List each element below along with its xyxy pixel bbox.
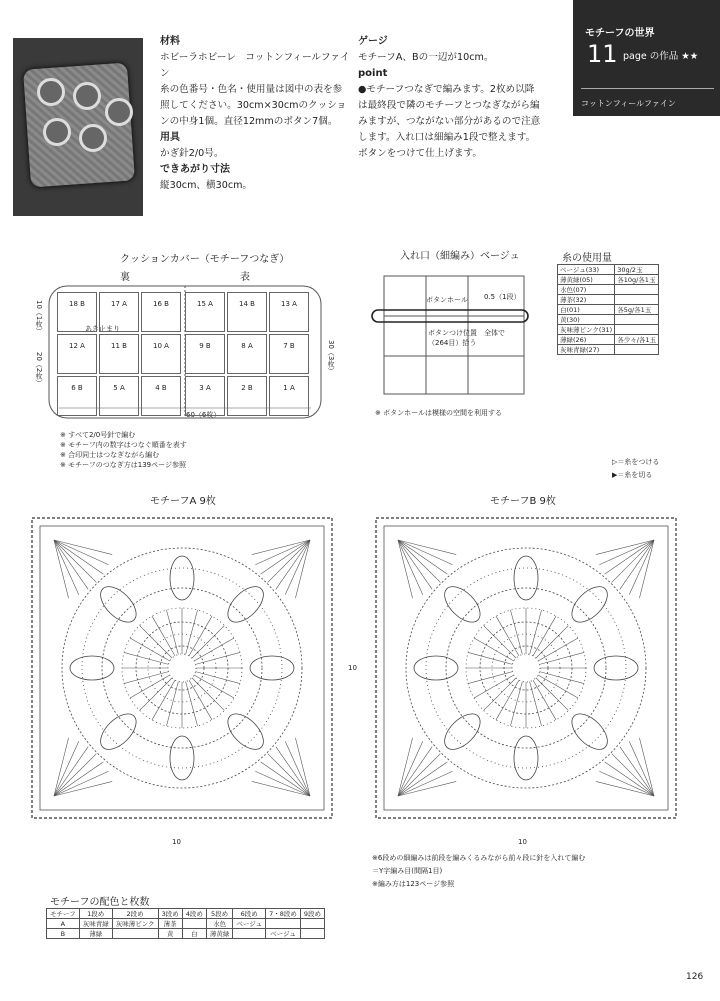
motif-note: ※編み方は123ページ参照 [372,880,455,888]
color-table-header: モチーフ [47,909,80,919]
buttonhole-label: ボタンホール [426,296,468,304]
yarn-amount-cell: 各少々/各1玉 [615,335,659,345]
yarn-amount-cell [615,285,659,295]
stitch-ring [512,654,540,682]
stitch-ring [82,568,282,768]
stitch-ring [62,548,302,788]
stitch-petal [250,656,294,680]
yarn-row [558,315,659,325]
point-line: ●モチーフつなぎで編みます。2枚め以降 [358,84,535,95]
corner-fan [285,741,310,796]
tools-title: 用具 [160,132,180,143]
cushion-photo [13,38,143,216]
materials-line: ンの中身1個。直径12mmのボタン7個。 [160,116,338,127]
corner-fan [54,540,96,582]
color-table-header: 2段め [112,909,158,919]
yarn-name: コットンフィールファイン [581,99,676,108]
cushion-grid [57,292,317,418]
point-line: します。入れ口は細編み1段で整えます。 [358,132,536,143]
point-line: ボタンをつけて仕上げます。 [358,148,482,159]
grid-cell: 4 B [141,376,181,416]
yarn-amount-cell [615,315,659,325]
work-number: 11 [587,40,618,68]
motif-a-title: モチーフA 9枚 [150,496,216,507]
color-table-row [47,929,325,939]
motif-image [105,98,133,126]
yarn-row [558,335,659,345]
stitch-petal [594,656,638,680]
stitch-ring [406,548,646,788]
corner-fan [398,754,440,796]
motif-b-chart [368,510,684,830]
right-dim: 30（3枚） [327,340,335,375]
yarn-usage-table [557,264,659,355]
corner-fan [54,540,109,565]
opening-stop: あき止まり [85,325,120,333]
gauge-text: モチーフA、Bの一辺が10cm。 [358,52,494,63]
color-table-cell: 薄茶 [158,919,182,929]
grid-cell: 10 A [141,334,181,374]
motif-notes [372,852,585,891]
corner-fan [612,540,654,582]
yarn-row [558,295,659,305]
grid-cell: 13 A [269,292,309,332]
stitch-petal [222,580,270,628]
yarn-color-cell: ベージュ(33) [558,265,615,275]
point-line: は最終段で隣のモチーフとつなぎながら編 [358,100,540,111]
title-box [573,0,720,116]
stitch-petal [94,708,142,756]
stitch-spoke [124,652,168,664]
corner-fan [398,771,453,796]
stitch-ring [168,654,196,682]
grid-cell: 6 B [57,376,97,416]
color-table-cell: 黄 [158,929,182,939]
corner-fan [599,771,654,796]
color-table-cell [112,929,158,939]
yarn-amount-cell [615,345,659,355]
motif-a-dim: 10 [172,838,181,846]
stitch-petal [414,656,458,680]
motif-image [73,82,101,110]
yarn-color-cell: 白(01) [558,305,615,315]
motif-image [43,118,71,146]
grid-cell: 1 A [269,376,309,416]
corner-fan [268,754,310,796]
grid-cell: 17 A [99,292,139,332]
corner-fan [255,540,310,565]
corner-fan [285,540,310,595]
color-table [46,908,325,939]
stitch-petal [514,556,538,600]
stitch-spoke [468,672,512,684]
color-table-cell: B [47,929,80,939]
color-table-cell [300,919,324,929]
corner-fan [398,540,440,582]
stitch-petal [94,580,142,628]
grid-cell: 11 B [99,334,139,374]
divider [581,88,714,89]
legend-cut: ▶＝糸を切る [612,471,653,479]
yarn-usage-title: 糸の使用量 [562,253,612,264]
materials-title: 材料 [160,36,180,47]
materials-block [160,34,350,194]
opening-title: 入れ口（細編み）ベージュ [400,251,520,262]
grid-cell: 8 A [227,334,267,374]
stitch-spoke [124,672,168,684]
color-table-header: 9段め [300,909,324,919]
stitch-petal [566,580,614,628]
materials-line: 糸の色番号・色名・使用量は図中の表を参 [160,84,343,95]
stitch-petal [438,580,486,628]
note-line: ※ すべて2/0号針で編む [60,431,136,439]
back-label: 裏 [120,272,130,283]
grid-cell: 2 B [227,376,267,416]
stitch-petal [170,556,194,600]
corner-fan [398,540,453,565]
color-table-cell [182,919,206,929]
color-table-header: 7・8段め [266,909,301,919]
color-table-header: 5段め [206,909,233,919]
yarn-row [558,305,659,315]
button-note: ボタンつけ位置 全体で（264目）拾う [428,329,505,347]
motif-b-dim: 10 [518,838,527,846]
color-table-cell: 白 [182,929,206,939]
motif-b-title: モチーフB 9枚 [490,496,556,507]
color-table-cell: 水色 [206,919,233,929]
yarn-color-cell: 薄茶(32) [558,295,615,305]
front-label: 表 [240,272,250,283]
grid-cell: 16 B [141,292,181,332]
yarn-amount-cell [615,325,659,335]
note-line: ※ 合印同士はつなぎながら編む [60,451,160,459]
yarn-amount-cell [615,295,659,305]
color-table-cell [300,929,324,939]
stitch-spoke [468,652,512,664]
yarn-color-cell: 灰味青緑(27) [558,345,615,355]
grid-cell: 15 A [185,292,225,332]
series-title: モチーフの世界 [585,28,655,39]
color-table-header: 1段め [79,909,112,919]
color-table-cell: A [47,919,80,929]
yarn-color-cell: 薄緑(26) [558,335,615,345]
grid-cell: 9 B [185,334,225,374]
color-table-header: 4段め [182,909,206,919]
size-text: 縦30cm、横30cm。 [160,180,253,191]
cushion-title: クッションカバー（モチーフつなぎ） [120,254,290,265]
yarn-row [558,345,659,355]
color-table-cell [233,929,266,939]
grid-cell: 5 A [99,376,139,416]
motif-side-dim: 10 [348,664,357,672]
page-label: page の作品 ★★ [623,51,699,62]
grid-cell: 7 B [269,334,309,374]
color-table-header: 3段め [158,909,182,919]
motif-note: ※6段めの細編みは前段を編みくるみながら前々段に針を入れて編む [372,854,586,862]
color-table-cell: 灰味薄ピンク [112,919,158,929]
grid-cell: 14 B [227,292,267,332]
grid-cell: 12 A [57,334,97,374]
stitch-petal [514,736,538,780]
yarn-amount-cell: 各10g/各1玉 [615,275,659,285]
yarn-color-cell: 薄黄緑(05) [558,275,615,285]
corner-fan [629,540,654,595]
materials-line: 照してください。30cm×30cmのクッショ [160,100,347,111]
corner-fan [268,540,310,582]
corner-fan [255,771,310,796]
corner-fan [612,754,654,796]
color-table-title: モチーフの配色と枚数 [50,897,150,908]
yarn-amount-cell: 各5g/各1玉 [615,305,659,315]
color-table-cell: ベージュ [233,919,266,929]
grid-cell: 18 B [57,292,97,332]
yarn-row [558,285,659,295]
note-line: ※ モチーフのつなぎ方は139ページ参照 [60,461,186,469]
color-table-row [47,919,325,929]
corner-fan [54,754,96,796]
gauge-title: ゲージ [358,36,388,47]
bottom-dim: 60（6枚） [186,411,221,419]
yarn-color-cell: 黄(30) [558,315,615,325]
motif-note: ＝Y字編み目(間隔1目) [372,867,443,875]
cushion-notes [60,430,187,470]
stitch-ring [426,568,626,768]
yarn-row [558,275,659,285]
corner-fan [398,741,423,796]
yarn-row [558,325,659,335]
color-table-cell: 薄緑 [79,929,112,939]
stitch-petal [438,708,486,756]
left-dim-1: 10（1枚） [35,300,43,335]
color-table-cell: 薄黄緑 [206,929,233,939]
stitch-petal [222,708,270,756]
yarn-row [558,265,659,275]
color-table-cell: 灰味青緑 [79,919,112,929]
corner-fan [629,741,654,796]
corner-fan [54,771,109,796]
legend-attach: ▷＝糸をつける [612,458,660,466]
yarn-color-cell: 灰味薄ピンク(31) [558,325,615,335]
gauge-block [358,34,558,162]
yarn-color-cell: 水色(07) [558,285,615,295]
opening-footnote: ※ ボタンホールは模様の空間を利用する [375,409,502,417]
left-dim-2: 20（2枚） [35,352,43,387]
stitch-spoke [196,652,240,664]
color-table-cell [266,919,301,929]
motif-image [37,78,65,106]
color-table-cell: ベージュ [266,929,301,939]
materials-line: ホビーラホビーレ コットンフィールファイン [160,52,350,79]
motif-a-chart [24,510,340,830]
point-line: みますが、つながない部分があるので注意 [358,116,541,127]
note-line: ※ モチーフ内の数字はつなぐ順番を表す [60,441,187,449]
opening-dim: 0.5（1段） [484,293,521,301]
point-title: point [358,68,388,79]
grid-cell: 3 A [185,376,225,416]
page-number: 126 [686,972,704,982]
corner-fan [599,540,654,565]
stitch-petal [70,656,114,680]
color-table-header: 6段め [233,909,266,919]
tools-text: かぎ針2/0号。 [160,148,224,159]
stitch-petal [170,736,194,780]
yarn-amount-cell: 30g/2玉 [615,265,659,275]
corner-fan [54,741,79,796]
stitch-spoke [540,652,584,664]
corner-fan [398,540,423,595]
corner-fan [54,540,79,595]
size-title: できあがり寸法 [160,164,230,175]
stitch-petal [566,708,614,756]
motif-image [79,124,107,152]
